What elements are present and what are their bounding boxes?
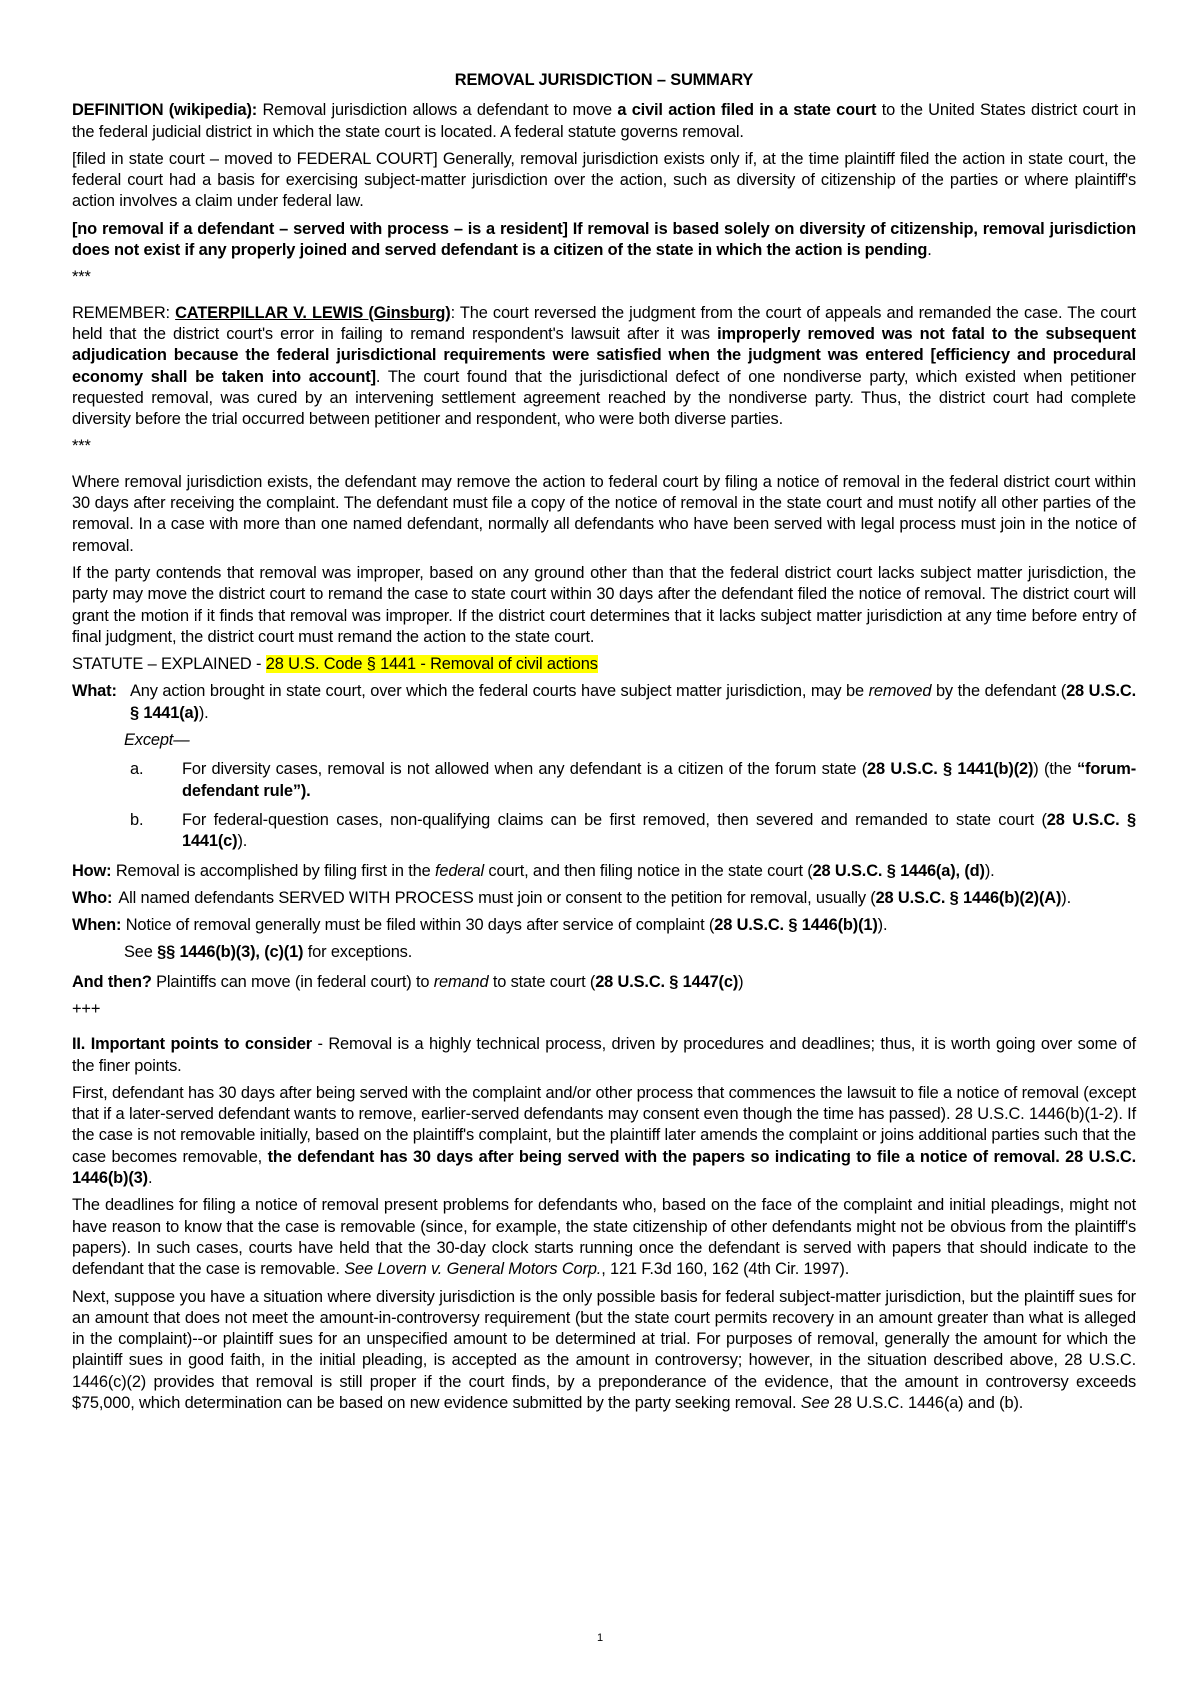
when-label: When: bbox=[72, 916, 122, 935]
text-run: For diversity cases, removal is not allowed when any defendant is a citizen of the forum state ( bbox=[182, 760, 868, 779]
text-run: 28 U.S.C. § 1446(b)(2)(A) bbox=[875, 888, 1062, 907]
text-run: See bbox=[124, 943, 158, 962]
text-run: [no removal if a defendant – served with process – is a resident] If removal is based solely on diversity of citizenship, removal jurisdiction does not exist if any properly joined and served defendant is a citizen of the state in which the action is pending bbox=[72, 219, 1136, 260]
next-paragraph bbox=[72, 1287, 1136, 1415]
except-label: Except— bbox=[124, 731, 190, 750]
text-run: a civil action filed in a state court bbox=[617, 101, 877, 120]
text-run: Removal jurisdiction allows a defendant to move bbox=[257, 101, 618, 120]
text-run: Any action brought in state court, over which the federal courts have subject matter jurisdiction, may be bbox=[130, 682, 869, 701]
item-letter: b. bbox=[130, 810, 144, 829]
text-run: Next, suppose you have a situation where diversity jurisdiction is the only possible basis for federal subject-matter jurisdiction, but the plaintiff sues for an amount that does not meet the amount-in-controversy requirement (but the state court permits recovery in an amount greater than what is alleged in the complaint)--or plaintiff sues for an unspecified amount to be determined at trial. For purposes of removal, generally the amount for which the plaintiff sues in good faith, in the initial pleading, is accepted as the amount in controversy; however, in the situation described above, 28 U.S.C. 1446(c)(2) provides that removal is still proper if the court finds, by a preponderance of the evidence, that the amount in controversy exceeds $75,000, which determination can be based on new evidence submitted by the party seeking removal. bbox=[72, 1287, 1136, 1413]
text-run: See Lovern v. General Motors Corp. bbox=[344, 1260, 602, 1279]
separator: *** bbox=[72, 437, 91, 456]
text-run: All named defendants SERVED WITH PROCESS must join or consent to the petition for removal, usually ( bbox=[118, 888, 876, 907]
text-run: 28 U.S.C. § 1446(a), (d) bbox=[812, 861, 985, 880]
text-run: ). bbox=[198, 703, 209, 722]
text-run: Removal is accomplished by filing first in the bbox=[111, 861, 435, 880]
except-item-a bbox=[130, 759, 1136, 802]
case-name: CATERPILLAR V. LEWIS (Ginsburg) bbox=[175, 303, 451, 322]
page-number: 1 bbox=[596, 1632, 604, 1644]
and-then-paragraph bbox=[72, 972, 1136, 993]
text-run: . The court found that the jurisdictional defect of one nondiverse party, which existed when petitioner requested removal, was cured by an intervening settlement agreement reached by the nondiverse party. Thus, the district court had complete diversity before the trial occurred between petitioner and respondent, who were both diverse parties. bbox=[72, 367, 1136, 429]
text-run: 28 U.S.C. § 1446(b)(1) bbox=[714, 916, 878, 935]
who-row bbox=[72, 888, 1136, 909]
text-run: ) bbox=[738, 972, 744, 991]
text-run: First, defendant has 30 days after being served with the complaint and/or other process that commences the lawsuit to file a notice of removal (except that if a later-served defendant wants to remove, earlier-served defendants may consent even though the time has passed). 28 U.S.C. 1446(b)(1-2). If the case is not removable initially, based on the plaintiff's complaint, but the plaintiff later amends the complaint or joins additional parties such that the case becomes removable, bbox=[72, 1083, 1136, 1166]
what-label: What: bbox=[72, 682, 117, 701]
text-run: to state court ( bbox=[488, 972, 596, 991]
text-run: 28 U.S.C. 1446(a) and (b). bbox=[829, 1394, 1024, 1413]
what-row bbox=[72, 681, 1136, 724]
text-run: federal bbox=[434, 861, 485, 880]
text-run: the defendant has 30 days after being served with the papers so indicating to file a notice of removal. 28 U.S.C. 1446(b)(3) bbox=[72, 1147, 1136, 1188]
text-run: §§ 1446(b)(3), (c)(1) bbox=[157, 943, 304, 962]
text-run: ). bbox=[237, 832, 248, 851]
how-label: How: bbox=[72, 861, 112, 880]
text-run: 28 U.S.C. § 1441(b)(2) bbox=[867, 760, 1034, 779]
text-run: by the defendant ( bbox=[931, 682, 1067, 701]
section-heading: II. Important points to consider bbox=[72, 1035, 313, 1054]
who-text bbox=[118, 888, 1136, 909]
text-run: STATUTE – EXPLAINED - bbox=[72, 655, 266, 674]
how-paragraph bbox=[72, 861, 1136, 882]
important-points-paragraph bbox=[72, 1034, 1136, 1077]
deadlines-paragraph bbox=[72, 1195, 1136, 1280]
when-paragraph bbox=[72, 915, 1136, 936]
text-run: REMEMBER: bbox=[72, 303, 176, 322]
and-then-label: And then? bbox=[72, 972, 152, 991]
filed-in-state-paragraph: [filed in state court – moved to FEDERAL COURT] Generally, removal jurisdiction exists only if, at the time plaintiff filed the action in state court, the federal court had a basis for exercising subject-matter jurisdiction over the action, such as diversity of citizenship of the parties or where plaintiff's action involves a claim under federal law. bbox=[72, 149, 1136, 211]
first-paragraph bbox=[72, 1083, 1136, 1189]
what-text bbox=[130, 681, 1136, 724]
separator: +++ bbox=[72, 999, 101, 1018]
document-page bbox=[72, 70, 1136, 1420]
text-run: ) (the bbox=[1033, 760, 1077, 779]
text-run: for exceptions. bbox=[303, 943, 413, 962]
except-item-b bbox=[130, 810, 1136, 853]
text-run: For federal-question cases, non-qualifying claims can be first removed, then severed and remanded to state court ( bbox=[182, 810, 1047, 829]
separator: *** bbox=[72, 268, 91, 287]
where-removal-paragraph: Where removal jurisdiction exists, the defendant may remove the action to federal court by filing a notice of removal in the federal district court within 30 days after receiving the complaint. The defendant must file a copy of the notice of removal in the state court and must notify all other parties of the removal. In a case with more than one named defendant, normally all defendants who have been served with legal process must join in the notice of removal. bbox=[72, 472, 1136, 555]
text-run: “forum-defendant rule”). bbox=[182, 760, 1137, 800]
text-run: removed bbox=[868, 682, 932, 701]
item-text bbox=[182, 810, 1136, 853]
text-run: improperly removed was not fatal to the subsequent adjudication because the federal jurisdictional requirements were satisfied when the judgment was entered [efficiency and procedural economy shall be taken into account] bbox=[72, 324, 1136, 386]
text-run: . bbox=[927, 241, 932, 260]
who-label: Who: bbox=[72, 888, 113, 907]
when-see-exceptions bbox=[72, 942, 1136, 963]
text-run: remand bbox=[433, 972, 489, 991]
improper-removal-paragraph: If the party contends that removal was improper, based on any ground other than that the federal district court lacks subject matter jurisdiction, the party may move the district court to remand the case to state court within 30 days after the defendant filed the notice of removal. The district court will grant the motion if it finds that removal was improper. If the district court determines that it lacks subject matter jurisdiction at any time before entry of final judgment, the district court must remand the action to the state court. bbox=[72, 563, 1136, 646]
text-run: ). bbox=[877, 916, 888, 935]
text-run: 28 U.S.C. § 1447(c) bbox=[595, 972, 739, 991]
text-run: : The court reversed the judgment from the court of appeals and remanded the case. The court held that the district court's error in failing to remand respondent's lawsuit after it was bbox=[72, 303, 1136, 343]
text-run: 28 U.S.C. § 1441(c) bbox=[182, 810, 1136, 851]
document-title: REMOVAL JURISDICTION – SUMMARY bbox=[454, 71, 754, 89]
text-run: court, and then filing notice in the state court ( bbox=[484, 861, 813, 880]
text-run: ). bbox=[984, 861, 995, 880]
statute-highlight: 28 U.S. Code § 1441 - Removal of civil actions bbox=[265, 655, 598, 674]
no-removal-paragraph bbox=[72, 219, 1136, 262]
definition-paragraph bbox=[72, 100, 1136, 143]
text-run: - Removal is a highly technical process, driven by procedures and deadlines; thus, it is worth going over some of the finer points. bbox=[72, 1035, 1136, 1075]
text-run: to the United States district court in the federal judicial district in which the state court is located. A federal statute governs removal. bbox=[72, 101, 1136, 141]
text-run: Plaintiffs can move (in federal court) to bbox=[151, 972, 434, 991]
definition-label: DEFINITION (wikipedia): bbox=[72, 101, 258, 120]
text-run: . bbox=[147, 1169, 153, 1188]
text-run: ). bbox=[1061, 888, 1071, 907]
text-run: Notice of removal generally must be filed within 30 days after service of complaint ( bbox=[121, 916, 715, 935]
statute-heading bbox=[72, 654, 1136, 675]
text-run: , 121 F.3d 160, 162 (4th Cir. 1997). bbox=[601, 1260, 850, 1279]
text-run: See bbox=[800, 1394, 830, 1413]
text-run: The deadlines for filing a notice of removal present problems for defendants who, based on the face of the complaint and initial pleadings, might not have reason to know that the case is removable (since, for example, the state citizenship of other defendants might not be obvious from the plaintiff's papers). In such cases, courts have held that the 30-day clock starts running once the defendant is served with papers that should indicate to the defendant that the case is removable. bbox=[72, 1196, 1136, 1279]
item-text bbox=[182, 759, 1136, 802]
item-letter: a. bbox=[130, 760, 144, 779]
remember-paragraph bbox=[72, 303, 1136, 431]
text-run: 28 U.S.C. § 1441(a) bbox=[130, 682, 1137, 722]
